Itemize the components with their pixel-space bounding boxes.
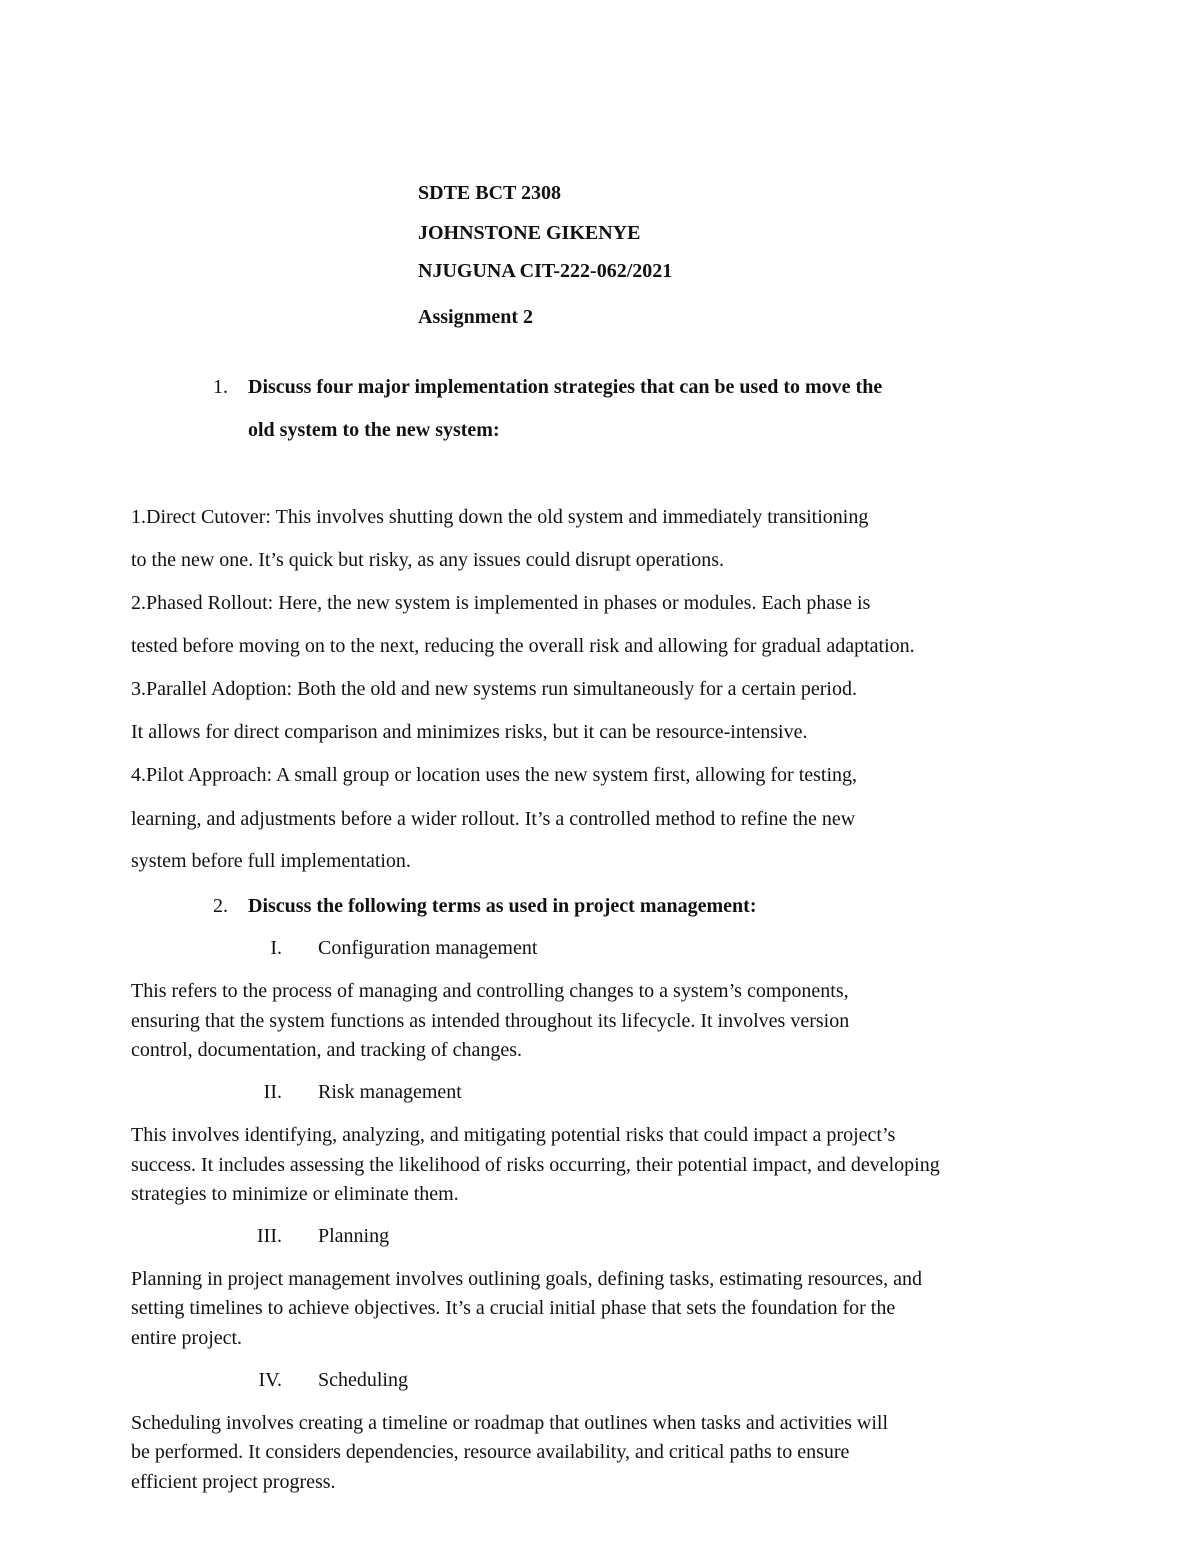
answer-1-line: learning, and adjustments before a wider rollout. It’s a controlled method to refine the new [131,808,856,830]
term-body-line: strategies to minimize or eliminate them. [131,1183,459,1205]
term-body-line: efficient project progress. [131,1471,336,1493]
term-body-line: control, documentation, and tracking of changes. [131,1039,522,1061]
question-1-line2: old system to the new system: [248,419,500,441]
term-numeral: II. [263,1081,282,1103]
answer-1-line: to the new one. It’s quick but risky, as any issues could disrupt operations. [131,549,725,571]
student-name-line1: JOHNSTONE GIKENYE [418,222,641,244]
term-body-line: This refers to the process of managing and controlling changes to a system’s components, [131,980,849,1002]
question-2-text: Discuss the following terms as used in project management: [248,895,757,917]
question-1-number: 1. [213,376,228,398]
question-2-number: 2. [213,895,228,917]
term-body-line: be performed. It considers dependencies, resource availability, and critical paths to ensure [131,1441,850,1463]
answer-1-line: 3.Parallel Adoption: Both the old and new systems run simultaneously for a certain period. [131,678,857,700]
term-body-line: entire project. [131,1327,243,1349]
question-1-line1: Discuss four major implementation strategies that can be used to move the [248,376,883,398]
assignment-title: Assignment 2 [418,306,534,328]
term-body-line: Scheduling involves creating a timeline or roadmap that outlines when tasks and activities will [131,1412,889,1434]
answer-1-line: 4.Pilot Approach: A small group or location uses the new system first, allowing for testing, [131,764,858,786]
term-numeral: IV. [258,1369,282,1391]
answer-1-line: It allows for direct comparison and minimizes risks, but it can be resource-intensive. [131,721,808,743]
answer-1-line: 1.Direct Cutover: This involves shutting down the old system and immediately transitioning [131,506,869,528]
course-code: SDTE BCT 2308 [418,182,562,204]
term-numeral: I. [270,937,282,959]
term-body-line: ensuring that the system functions as intended throughout its lifecycle. It involves version [131,1010,850,1032]
term-title-planning: Planning [318,1225,390,1247]
answer-1-line: system before full implementation. [131,850,411,872]
term-body-line: setting timelines to achieve objectives. It’s a crucial initial phase that sets the foundation for the [131,1297,896,1319]
term-body-line: This involves identifying, analyzing, and mitigating potential risks that could impact a project’s [131,1124,896,1146]
term-title-configuration: Configuration management [318,937,538,959]
answer-1-line: 2.Phased Rollout: Here, the new system is implemented in phases or modules. Each phase is [131,592,871,614]
term-body-line: success. It includes assessing the likelihood of risks occurring, their potential impact, and developing [131,1154,940,1176]
term-body-line: Planning in project management involves outlining goals, defining tasks, estimating resources, and [131,1268,922,1290]
student-name-line2: NJUGUNA CIT-222-062/2021 [418,260,673,282]
term-title-risk: Risk management [318,1081,462,1103]
term-title-scheduling: Scheduling [318,1369,408,1391]
answer-1-line: tested before moving on to the next, reducing the overall risk and allowing for gradual adaptation. [131,635,915,657]
term-numeral: III. [257,1225,282,1247]
